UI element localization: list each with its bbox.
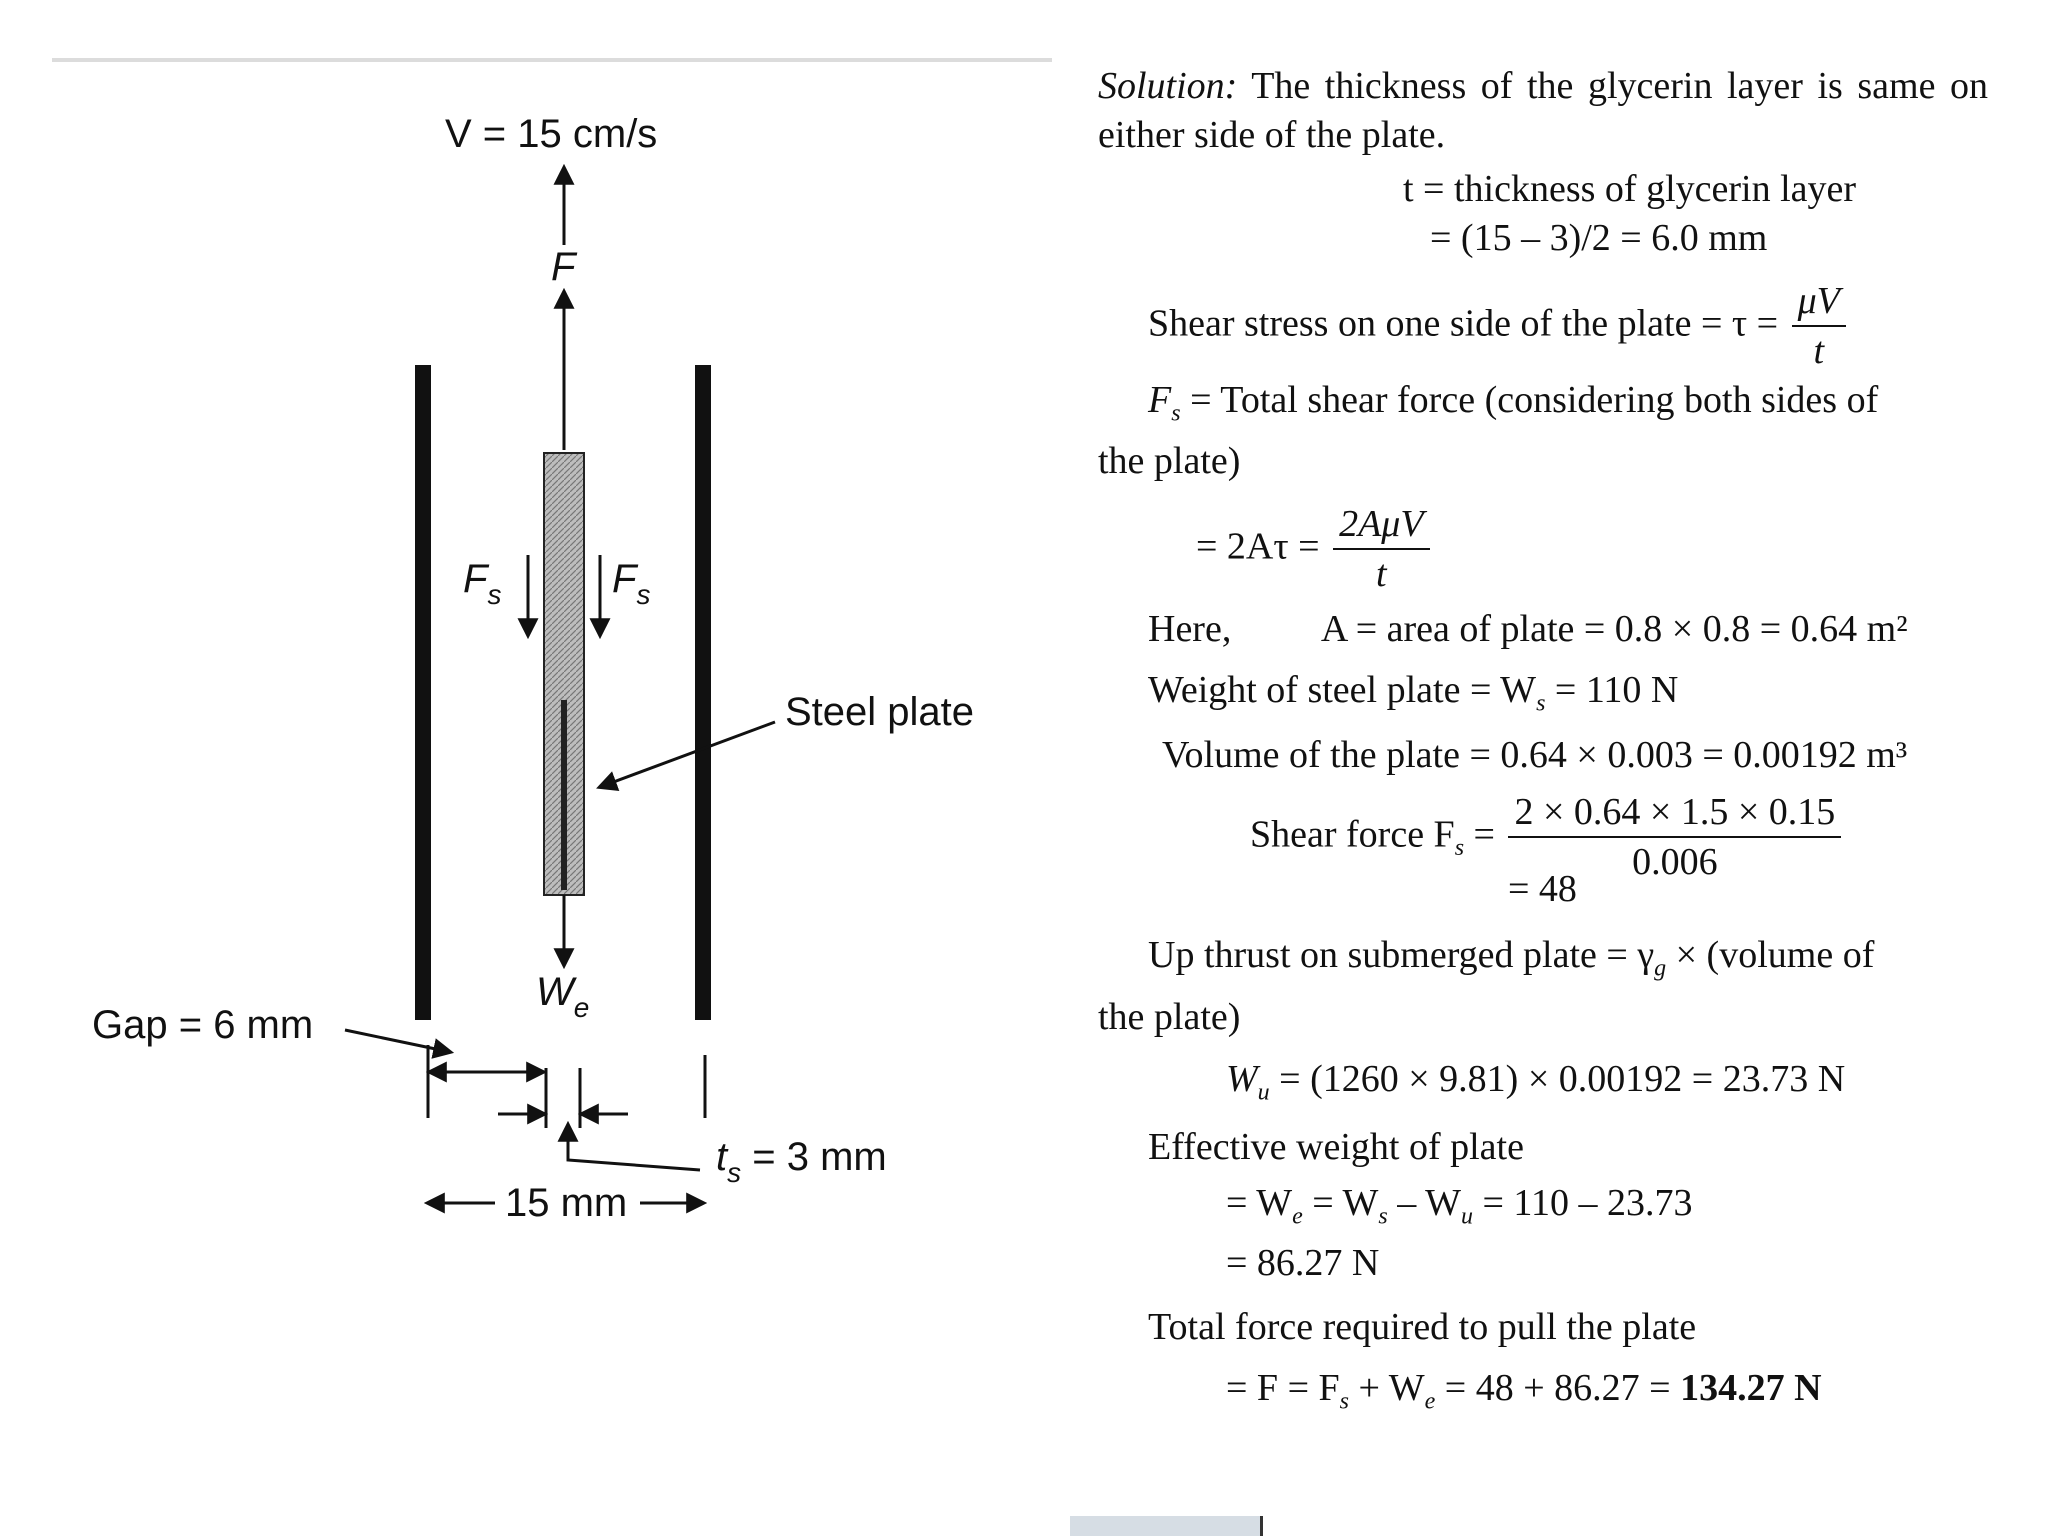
effective-title: Effective weight of plate [1148,1125,1524,1168]
solution-text [1098,62,1988,1417]
right-wall [695,365,711,1020]
fs-fraction: $\frac{\text{2AμV}}{t}$ [1333,500,1430,599]
shear-force-result: = 48 [1508,867,1577,910]
volume-line: Volume of the plate = 0.64 × 0.003 = 0.00192 m³ [1162,733,1908,776]
force-label: F [551,245,576,289]
left-wall [415,365,431,1020]
fs-equation: = 2Aτ = $\frac{\text{2AμV}}{t}$ [1196,500,1988,599]
effective-equation: = $W_e = W_s - W_u = 110 - 23.73$ [1226,1182,1693,1230]
shear-stress-line: Shear stress on one side of the plate = τ = $\frac{\mu V}{t}$ [1148,277,1988,376]
weight-label: $W_e$ [536,970,590,1023]
thickness-pointer [568,1125,700,1170]
plate-pointer [600,722,775,787]
shear-label-left: $F_s$ [463,557,502,610]
gap-pointer [345,1030,450,1052]
gap-label: Gap = 6 mm [92,1003,314,1047]
effective-result: = 86.27 N [1226,1241,1380,1284]
shear-force-fraction: $\frac{2 \times 0.64 \times 1.5 \times 0.15}{0.006}$ [1508,788,1841,887]
thickness-label: $t_s = 3$ mm [716,1135,887,1188]
intro [1098,62,1988,159]
t-definition: t = thickness of glycerin layer [1403,168,1857,211]
solution-heading: Solution: [1098,65,1238,107]
upthrust-line: Up thrust on submerged plate = $\gamma_g$ × (volume of [1148,934,1875,982]
total-equation: = $F = F_s + W_e = 48 + 86.27 = 134.27$ N [1226,1366,1822,1415]
shear-label-right: $F_s$ [612,557,651,610]
t-calculation: = (15 – 3)/2 = 6.0 mm [1430,216,1768,259]
fs-definition-cont: the plate) [1098,440,1241,483]
velocity-label: V = 15 cm/s [445,112,658,156]
width-label: 15 mm [505,1181,628,1225]
wu-line: $W_u = (1260 \times 9.81) \times 0.00192 = 23.73$ N [1226,1058,1846,1106]
total-result: 134.27 N [1680,1366,1822,1409]
intro-text: The thickness of the glycerin layer is same on either side of the plate. [1098,65,1988,156]
fs-definition: $F_s$ = Total shear force (considering both sides of [1148,378,1879,427]
area-line: Here, A = area of plate = 0.8 × 0.8 = 0.64 m² [1148,607,1908,650]
weight-line: Weight of steel plate = $W_s = 110$ N [1148,668,1679,717]
plate-label: Steel plate [785,690,975,734]
bottom-strip [1070,1516,1263,1536]
upthrust-cont: the plate) [1098,995,1241,1038]
total-title: Total force required to pull the plate [1148,1306,1697,1349]
shear-stress-fraction: $\frac{\mu V}{t}$ [1792,277,1846,376]
shear-force-line: Shear force $F_s$ = $\frac{2 \times 0.64 \times 1.5 \times 0.15}{0.006}$ [1250,788,1988,887]
